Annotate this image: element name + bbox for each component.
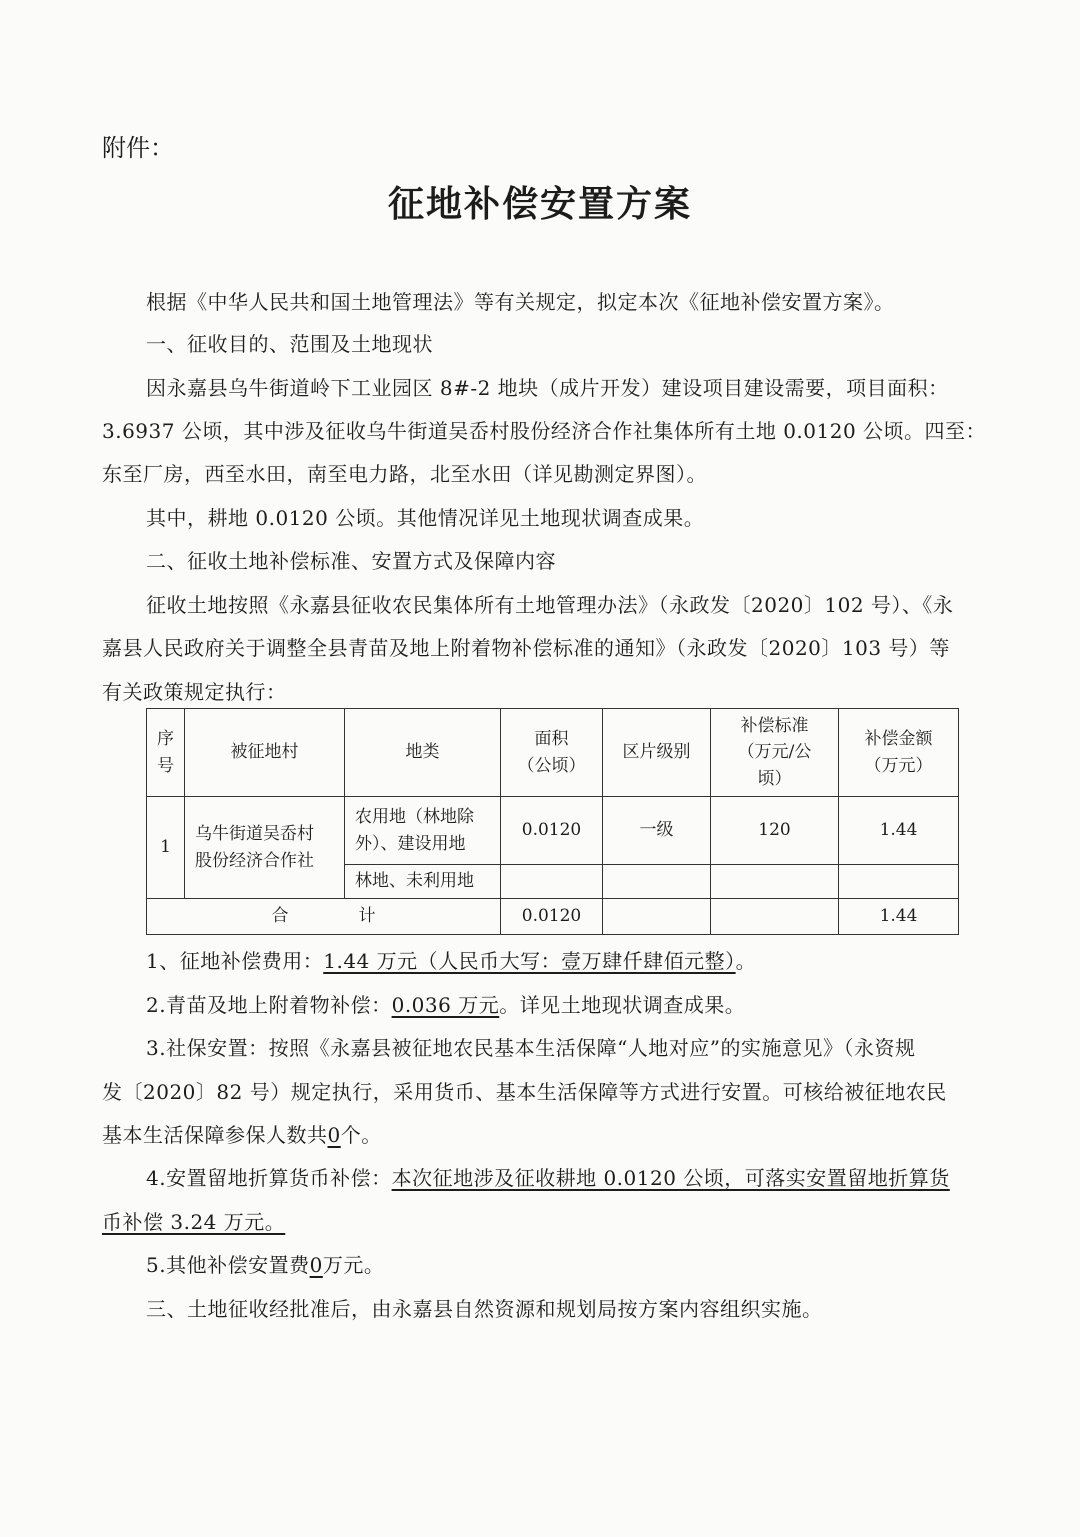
section1-heading: 一、征收目的、范围及土地现状: [146, 332, 433, 356]
header-amount: 补偿金额 （万元）: [839, 709, 959, 797]
row1b-amount: [839, 865, 959, 899]
row1-standard: 120: [711, 797, 839, 865]
row1-seq: 1: [147, 797, 185, 899]
section2-para-line1: 征收土地按照《永嘉县征收农民集体所有土地管理办法》（永政发〔2020〕102 号）、《永: [146, 593, 954, 617]
row1b-grade: [603, 865, 711, 899]
section3-paragraph: 三、土地征收经批准后，由永嘉县自然资源和规划局按方案内容组织实施。: [146, 1297, 823, 1321]
section1-para1-line1: 因永嘉县乌牛街道岭下工业园区 8#-2 地块（成片开发）建设项目建设需要，项目面积：: [146, 376, 949, 400]
item1: 1、征地补偿费用：1.44 万元（人民币大写：壹万肆仟肆佰元整）。: [146, 949, 757, 973]
item3-line3: 基本生活保障参保人数共0个。: [102, 1123, 382, 1147]
row1-land-type-a: 农用地（林地除 外）、建设用地: [345, 797, 501, 865]
item3-line2: 发〔2020〕82 号）规定执行，采用货币、基本生活保障等方式进行安置。可核给被征地农民: [102, 1080, 947, 1104]
header-village: 被征地村: [185, 709, 345, 797]
item5: 5.其他补偿安置费0万元。: [146, 1253, 385, 1277]
table-header-row: [147, 709, 959, 797]
row1-area: 0.0120: [501, 797, 603, 865]
total-standard: [711, 899, 839, 935]
header-area: 面积 （公顷）: [501, 709, 603, 797]
row1-amount: 1.44: [839, 797, 959, 865]
table-total-row: [147, 899, 959, 935]
row1-land-type-b: 林地、未利用地: [345, 865, 501, 899]
row1-village: 乌牛街道吴岙村 股份经济合作社: [185, 797, 345, 899]
item2: 2.青苗及地上附着物补偿：0.036 万元。详见土地现状调查成果。: [146, 993, 746, 1017]
header-land-type: 地类: [345, 709, 501, 797]
section1-para1-line3: 东至厂房，西至水田，南至电力路，北至水田（详见勘测定界图）。: [102, 462, 707, 486]
total-amount: 1.44: [839, 899, 959, 935]
header-seq: 序号: [147, 709, 185, 797]
total-area: 0.0120: [501, 899, 603, 935]
item3-line1: 3.社保安置：按照《永嘉县被征地农民基本生活保障“人地对应”的实施意见》（永资规: [146, 1036, 916, 1060]
item4-line1: 4.安置留地折算货币补偿：本次征地涉及征收耕地 0.0120 公顷，可落实安置留地折算货: [146, 1166, 950, 1190]
item4-line2: 币补偿 3.24 万元。: [102, 1210, 286, 1234]
section2-heading: 二、征收土地补偿标准、安置方式及保障内容: [146, 549, 556, 573]
table-row: [147, 797, 959, 865]
row1b-area: [501, 865, 603, 899]
row1b-standard: [711, 865, 839, 899]
header-standard: 补偿标准 （万元/公 顷）: [711, 709, 839, 797]
header-grade: 区片级别: [603, 709, 711, 797]
section2-para-line2: 嘉县人民政府关于调整全县青苗及地上附着物补偿标准的通知》（永政发〔2020〕103 号）等: [102, 636, 950, 660]
total-grade: [603, 899, 711, 935]
compensation-table: [146, 708, 959, 935]
page-title: 征地补偿安置方案: [387, 184, 692, 225]
section2-para-line3: 有关政策规定执行：: [102, 680, 287, 704]
row1-grade: 一级: [603, 797, 711, 865]
total-label: 合 计: [147, 899, 501, 935]
annex-label: 附件：: [102, 134, 174, 162]
intro-paragraph: 根据《中华人民共和国土地管理法》等有关规定，拟定本次《征地补偿安置方案》。: [146, 290, 895, 314]
section1-para1-line2: 3.6937 公顷，其中涉及征收乌牛街道吴岙村股份经济合作社集体所有土地 0.0120 公顷。四至：: [102, 419, 987, 443]
section1-para2: 其中，耕地 0.0120 公顷。其他情况详见土地现状调查成果。: [146, 506, 705, 530]
